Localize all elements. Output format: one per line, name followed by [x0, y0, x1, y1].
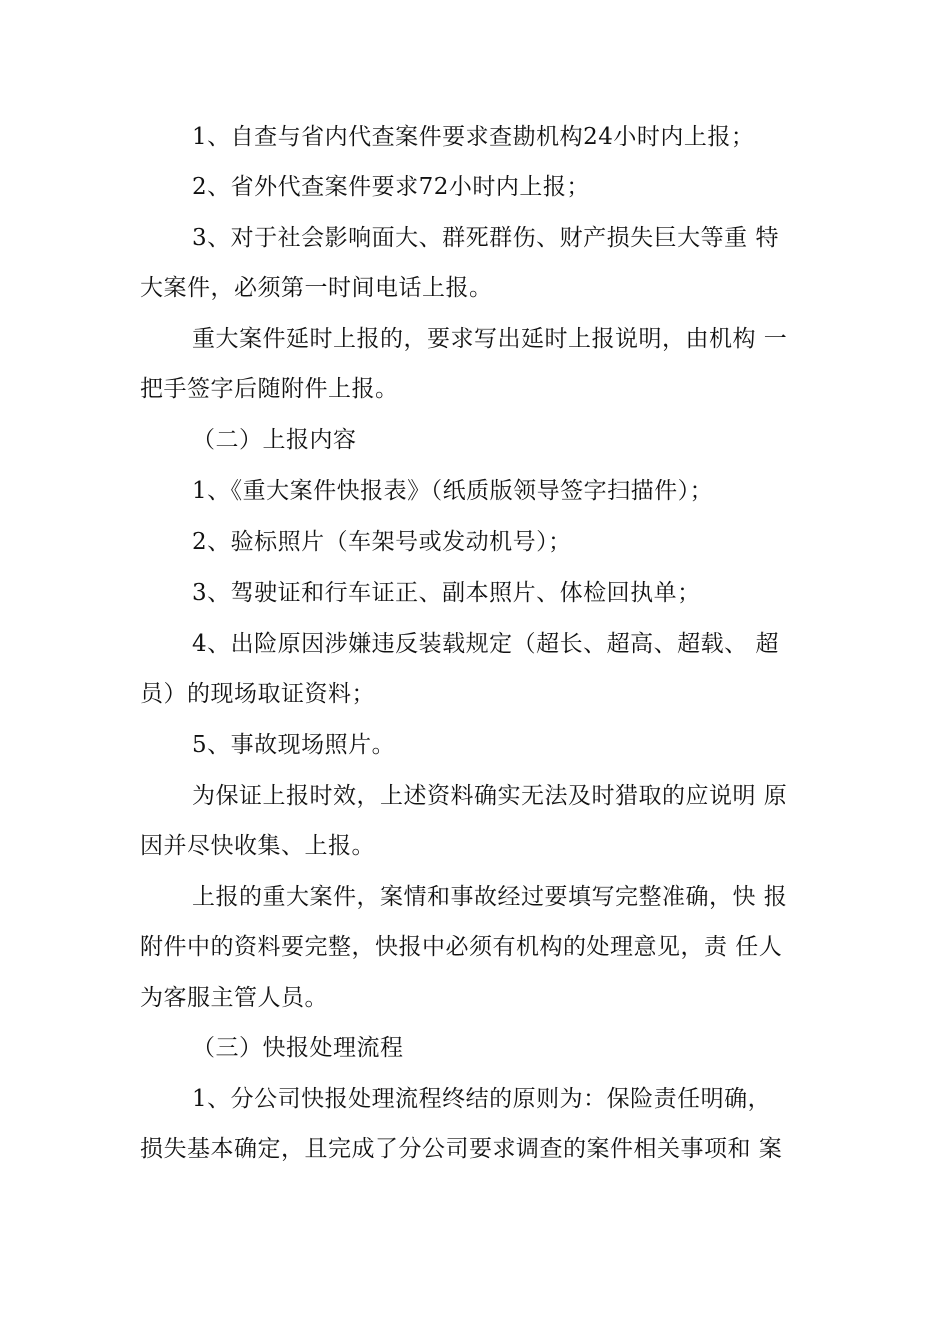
delay-note-line-1: 重大案件延时上报的，要求写出延时上报说明，由机构 一 [192, 326, 788, 352]
delay-note-line-2: 把手签字后随附件上报。 [140, 376, 399, 402]
report-rule-2: 2、省外代查案件要求72小时内上报； [192, 174, 590, 200]
report-rule-1: 1、自查与省内代查案件要求查勘机构24小时内上报； [192, 124, 755, 150]
content-item-4-line-1: 4、出险原因涉嫌违反装载规定（超长、超高、超载、 超 [192, 631, 779, 657]
requirements-note-line-1: 上报的重大案件，案情和事故经过要填写完整准确，快 报 [192, 884, 788, 910]
content-item-2: 2、验标照片（车架号或发动机号）； [192, 529, 572, 555]
requirements-note-line-3: 为客服主管人员。 [140, 985, 328, 1011]
report-rule-3-line-2: 大案件，必须第一时间电话上报。 [140, 275, 493, 301]
timeliness-note-line-1: 为保证上报时效，上述资料确实无法及时猎取的应说明 原 [192, 783, 788, 809]
requirements-note-line-2: 附件中的资料要完整，快报中必须有机构的处理意见，责 任人 [140, 934, 783, 960]
process-rule-1-line-1: 1、分公司快报处理流程终结的原则为：保险责任明确， [192, 1086, 772, 1112]
section-heading-report-content: （二）上报内容 [192, 427, 357, 453]
content-item-3: 3、驾驶证和行车证正、副本照片、体检回执单； [192, 580, 701, 606]
timeliness-note-line-2: 因并尽快收集、上报。 [140, 833, 375, 859]
content-item-4-line-2: 员）的现场取证资料； [140, 681, 375, 707]
process-rule-1-line-2: 损失基本确定，且完成了分公司要求调查的案件相关事项和 案 [140, 1136, 783, 1162]
content-item-5: 5、事故现场照片。 [192, 732, 396, 758]
section-heading-process-flow: （三）快报处理流程 [192, 1035, 404, 1061]
content-item-1: 1、《重大案件快报表》（纸质版领导签字扫描件）； [192, 478, 714, 504]
report-rule-3-line-1: 3、对于社会影响面大、群死群伤、财产损失巨大等重 特 [192, 225, 779, 251]
